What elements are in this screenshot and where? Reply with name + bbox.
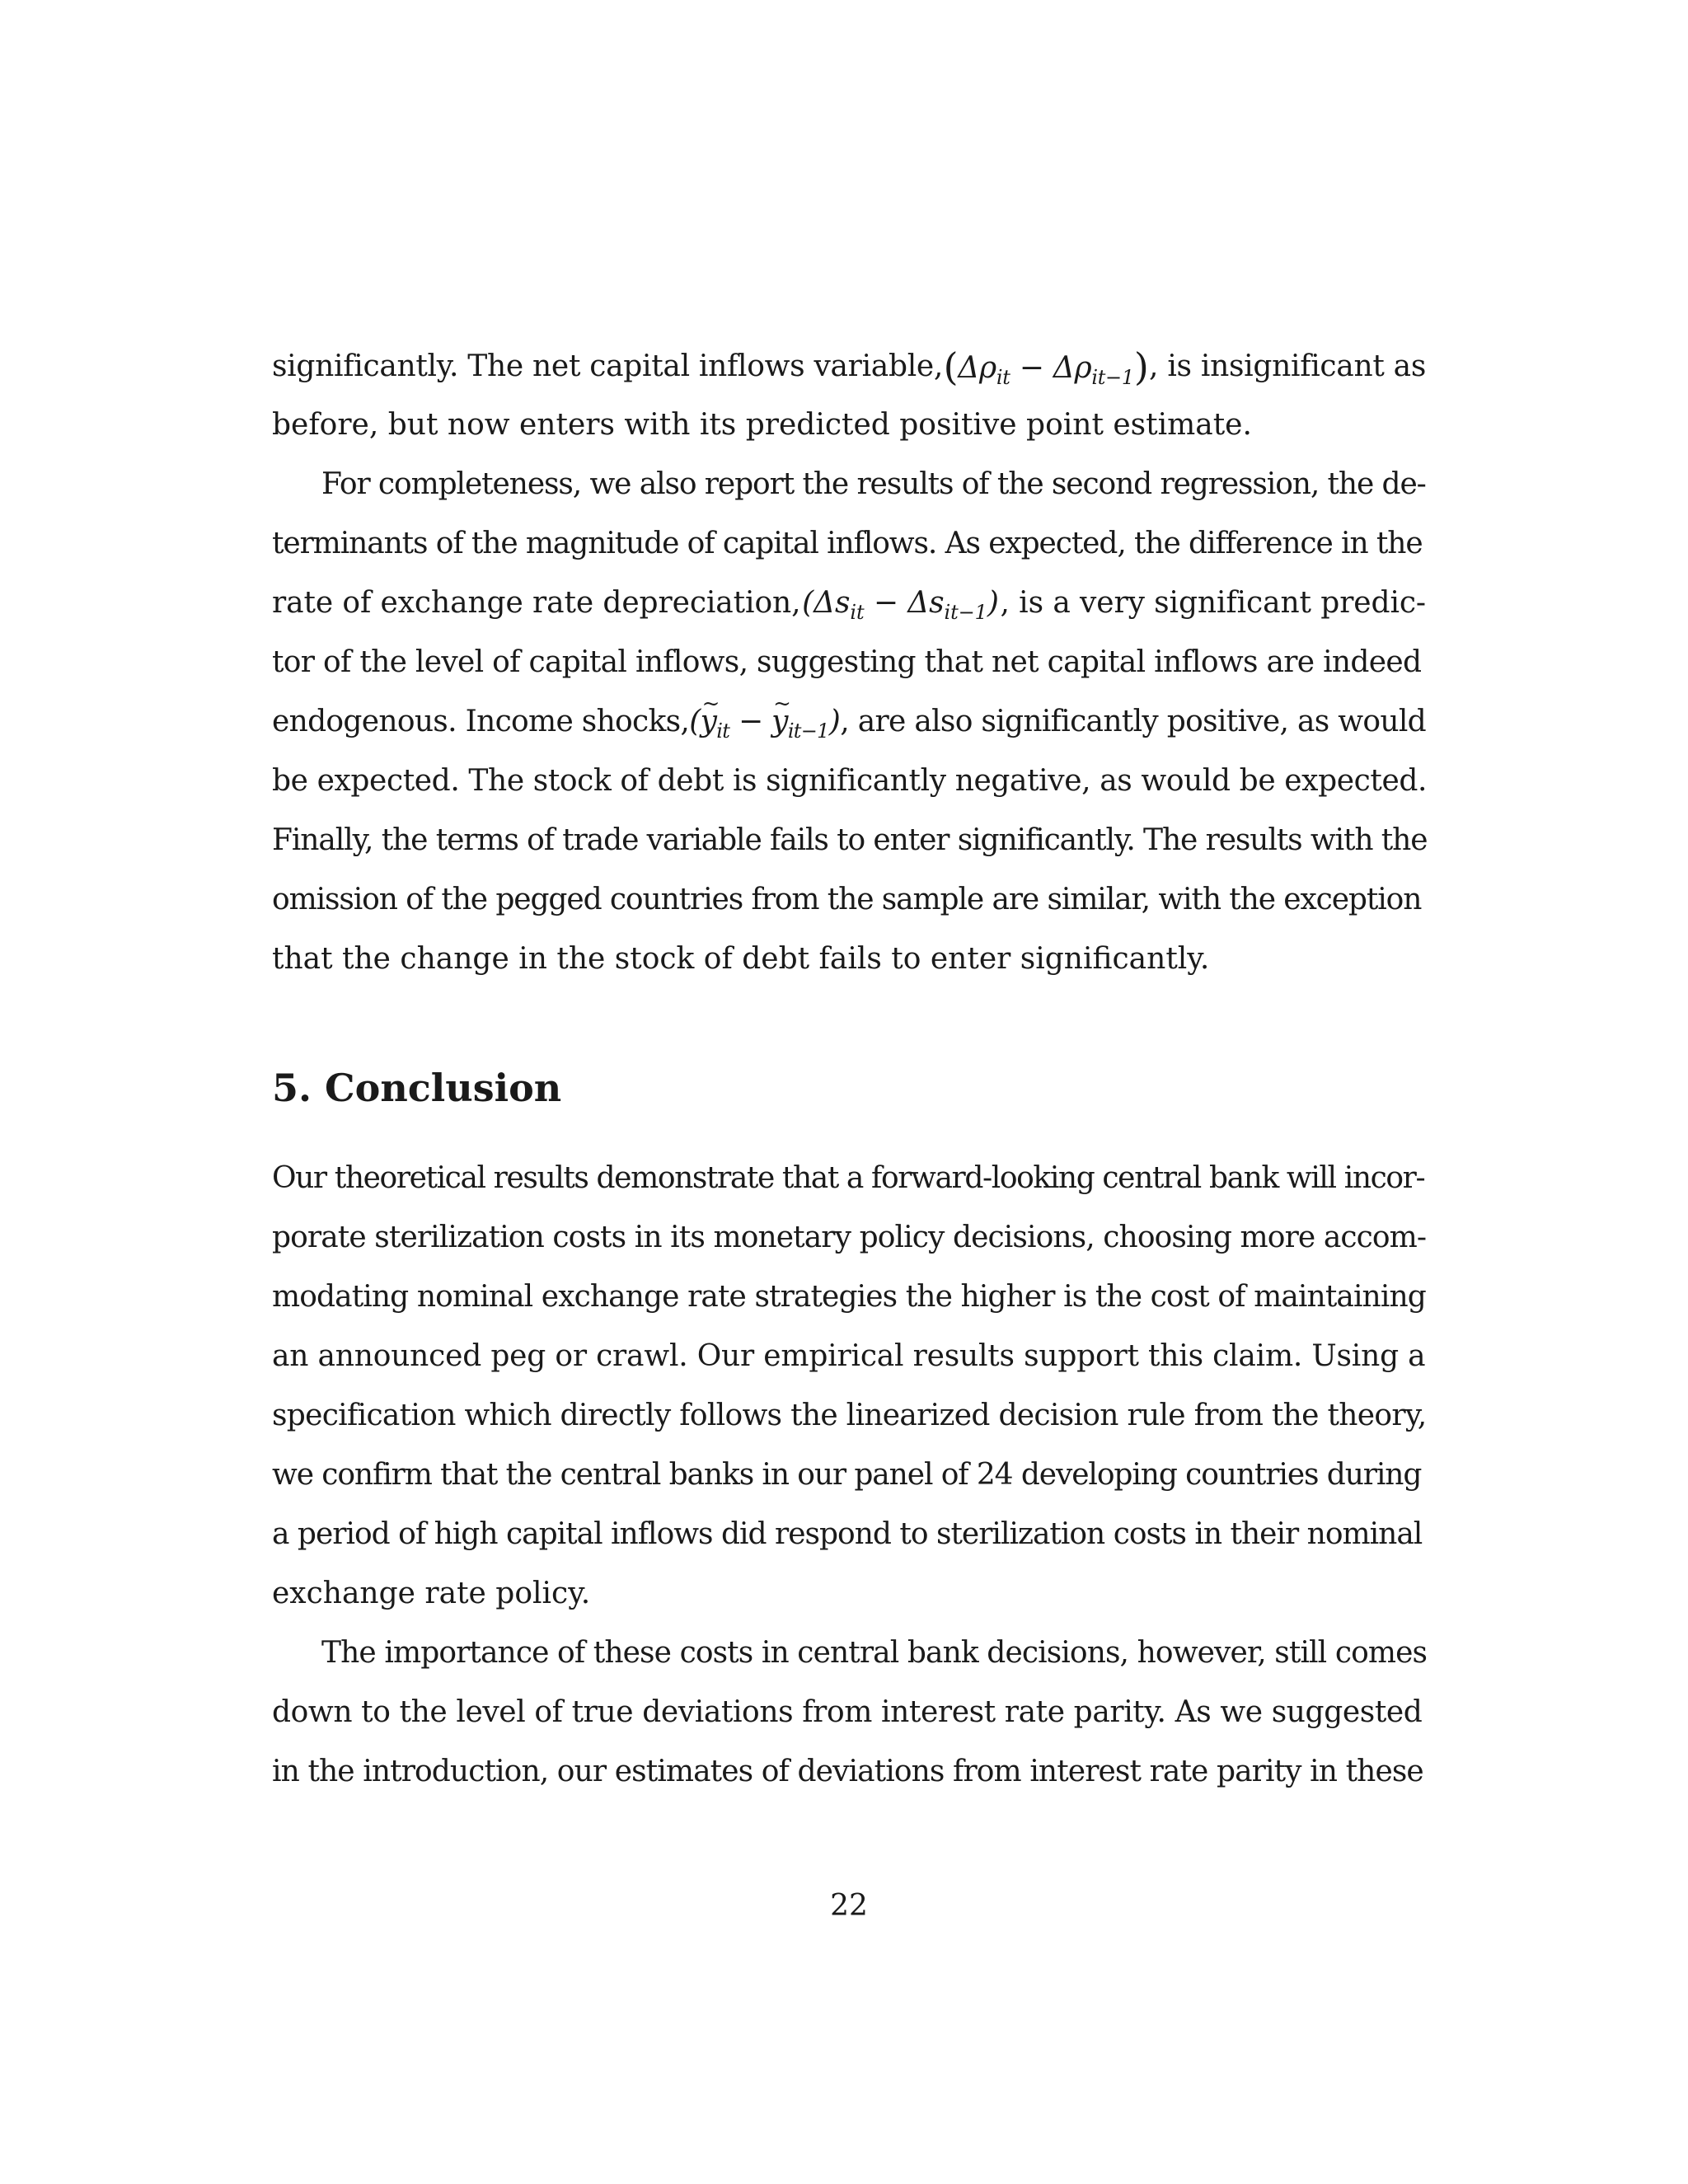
text-span: we confirm that the central banks in our panel of 24 developing countries during [272, 1458, 1422, 1492]
math-delta-rho: $(\Delta\rho_{it} - \Delta\rho_{it-1})$ [943, 344, 1149, 390]
text-span: a period of high capital inflows did respond to sterilization costs in their nominal [272, 1517, 1423, 1551]
text-line [272, 1694, 1426, 1731]
text-line [272, 526, 1426, 562]
text-span: exchange rate policy. [272, 1577, 591, 1610]
text-span: down to the level of true deviations from interest rate parity. As we suggested [272, 1695, 1423, 1729]
math-income-shock: (~ $y_{it}$ − ~ $y_{it-1}$) [689, 704, 840, 740]
text-line [272, 1516, 1426, 1553]
text-span: in the introduction, our estimates of deviations from interest rate parity in these [272, 1755, 1423, 1788]
text-span: , are also significantly positive, as would [840, 705, 1426, 738]
text-span: modating nominal exchange rate strategies the higher is the cost of maintaining [272, 1280, 1426, 1314]
text-line [272, 1160, 1426, 1197]
text-line [272, 1279, 1426, 1315]
text-span: omission of the pegged countries from the sample are similar, with the exception [272, 883, 1422, 916]
text-span: rate of exchange rate depreciation, [272, 586, 801, 620]
text-line [272, 585, 1426, 625]
text-line [272, 1576, 1426, 1612]
text-line [272, 644, 1426, 681]
text-span: , is insignificant as [1149, 349, 1426, 383]
paper-page [272, 0, 1426, 2184]
text-span: that the change in the stock of debt fails to enter significantly. [272, 942, 1210, 976]
text-line [272, 1754, 1426, 1790]
text-line [272, 1635, 1426, 1671]
text-span: porate sterilization costs in its monetary policy decisions, choosing more accom- [272, 1221, 1427, 1254]
text-line [272, 763, 1426, 799]
text-line [272, 466, 1426, 503]
text-span: tor of the level of capital inflows, suggesting that net capital inflows are indeed [272, 645, 1422, 679]
text-line [272, 941, 1426, 977]
text-line [272, 1220, 1426, 1256]
text-span: before, but now enters with its predicted positive point estimate. [272, 408, 1252, 442]
section-number: 5. [272, 1066, 312, 1110]
text-span: Finally, the terms of trade variable fails to enter significantly. The results with the [272, 823, 1428, 857]
text-line [272, 882, 1426, 918]
page-number: 22 [830, 1889, 868, 1923]
text-span: endogenous. Income shocks, [272, 705, 690, 738]
text-line [272, 1338, 1426, 1375]
text-span: The importance of these costs in central bank decisions, however, still comes [321, 1636, 1428, 1670]
section-title: Conclusion [325, 1066, 562, 1110]
text-line [272, 344, 1426, 390]
text-line [272, 823, 1426, 859]
text-line [272, 1398, 1426, 1434]
text-line [272, 407, 1426, 443]
text-span: specification which directly follows the linearized decision rule from the theory, [272, 1399, 1427, 1432]
section-heading [272, 1063, 561, 1113]
text-line [272, 1457, 1426, 1493]
text-span: Our theoretical results demonstrate that a forward-looking central bank will incor- [272, 1161, 1425, 1195]
text-span: be expected. The stock of debt is significantly negative, as would be expected. [272, 764, 1428, 798]
math-delta-s: $(\Delta s_{it} - \Delta s_{it-1})$ [802, 586, 999, 625]
text-span: terminants of the magnitude of capital inflows. As expected, the difference in the [272, 527, 1423, 560]
text-line [272, 704, 1426, 743]
text-span: , is a very significant predic- [1000, 586, 1426, 620]
text-span: For completeness, we also report the results of the second regression, the de- [321, 467, 1426, 501]
text-span: an announced peg or crawl. Our empirical results support this claim. Using a [272, 1339, 1426, 1373]
text-span: significantly. The net capital inflows variable, [272, 349, 944, 383]
